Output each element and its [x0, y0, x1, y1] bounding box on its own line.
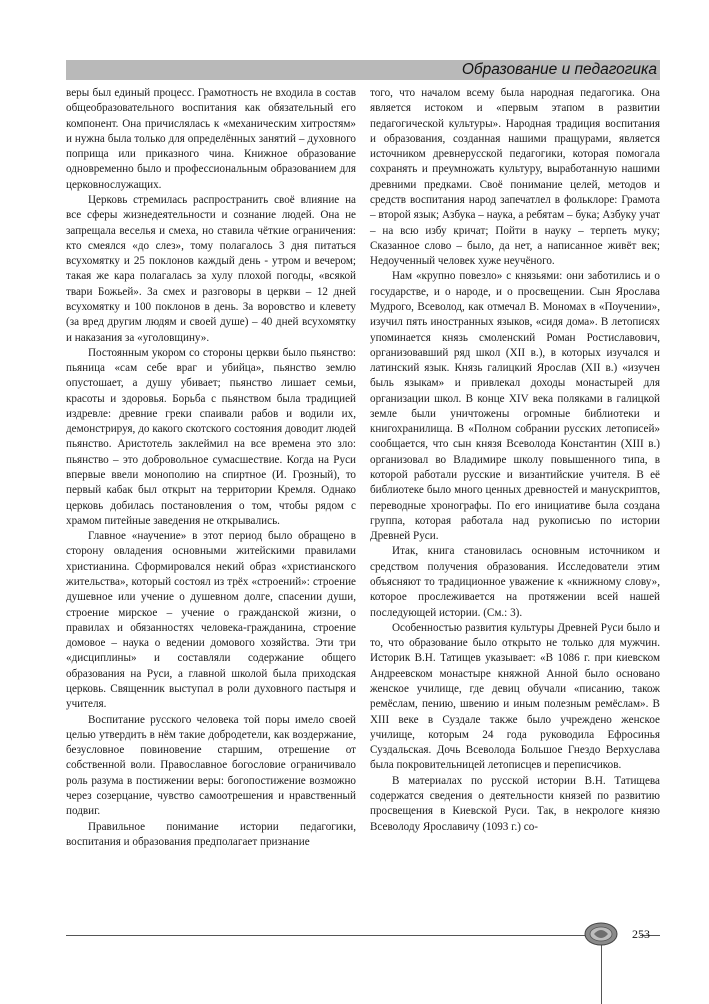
journal-emblem-icon — [584, 922, 618, 946]
paragraph: того, что началом всему была народная педагогика. Она является истоком и «первым этапом в развитии педагогической культуры». Народная традиция воспитания и образования, созданная нашими пращурами, является источником древнерусской педагогики, которая помогала сохранять и преумножать культуру, выработанную нашими древними предками. Своё понимание целей, методов и средств воспитания народ запечатлел в фольклоре: Грамота – второй язык; Азбука – наука, а ребятам – бука; Азбуку учат – на всю избу кричат; Пойти в науку – терпеть муку; Сказанное слово – было, да нет, а написанное живёт век; Недоученный человек хуже неучёного. — [370, 87, 660, 268]
paragraph: веры был единый процесс. Грамотность не входила в состав общеобразовательного воспитания как обязательный его компонент. Она причислялась к «механическим хитростям» и нужна была только для определённых занятий – духовного поприща или приказного чина. Книжное образование одновременно было и профессиональным образованием для церковнослужащих. — [66, 87, 356, 191]
paragraph: Постоянным укором со стороны церкви было пьянство: пьяница «сам себе враг и убийца», пьянство землю опустошает, а душу убивает; пьянство лишает семьи, красоты и здоровья. Борьба с пьянством была традицией издревле: древние греки спаивали рабов и водили их, демонстрируя, до какого скотского состояния доводит людей пьянство. Аристотель заклеймил на все времена это зло: пьянство – это добровольное сумасшествие. Когда на Руси впервые ввели монополию на спиртное (И. Грозный), то первый кабак был открыт на территории Кремля. Однако церковь добилась постановления о том, чтобы рядом с храмом питейные заведения не открывались. — [66, 346, 356, 527]
paragraph: Нам «крупно повезло» с князьями: они заботились и о государстве, и о народе, и о просвещении. Сын Ярослава Мудрого, Всеволод, как отмечал В. Мономах в «Поучении», изучил пять иностранных языков, «сидя дома». В летописях упоминается князь смоленский Роман Ростиславович, организовавший ряд школ (XII в.), в которых изучался и латинский язык. Князь галицкий Ярослав (XII в.) «изучен быль языкам» и привлекал доходы монастырей для организации школ. В конце XIV века поляками в галицкой земле были уничтожены огромные библиотеки и книгохранилища. В «Полном собрании русских летописей» сообщается, что сын князя Всеволода Константин (XIII в.) организовал во Владимире школу повышенного типа, в которой работали русские и византийские учителя. В её библиотеке было много ценных древностей и манускриптов, переводные хронографы. По его инициативе была создана группа, которая работала над рукописью по истории Древней Руси. — [370, 270, 660, 543]
paragraph: Итак, книга становилась основным источником и средством получения образования. Исследователи этим объясняют то традиционное уважение к «книжному слову», которое прослеживается на протяжении всей нашей последующей истории. (См.: 3). — [370, 545, 660, 619]
right-column — [370, 86, 660, 835]
section-title: Образование и педагогика — [461, 61, 657, 78]
left-column — [66, 86, 356, 850]
paragraph: Особенностью развития культуры Древней Руси было и то, что образование было открыто не только для мужчин. Историк В.Н. Татищев указывает: «В 1086 г. при киевском Андреевском монастыре княжной Анной было основано женское училище, где девиц обучали «писанию, також ремёслам, пению, швению и иным полезным ремёслам». В XIII веке в Суздале также было учреждено женское училище, которым 24 года руководила Ефросинья Суздальская. Дочь Всеволода Большое Гнездо Верхуслава была покровительницей летописцев и переписчиков. — [370, 621, 660, 772]
paragraph: Церковь стремилась распространить своё влияние на все сферы жизнедеятельности и сознание людей. Она не запрещала веселья и смеха, но ставила чёткие ограничения: кто смеялся «до слез», тому полагалось 3 дня питаться всухомятку и 25 поклонов каждый день - утром и вечером; такая же кара полагалась за хулу плохой погоды, «всякой твари Божьей». За смех и разговоры в церкви – 12 дней всухомятку и 100 поклонов в день. За воровство и клевету (за вред другим людям и своей душе) – 40 дней всухомятку и наказания за «уголовщину». — [66, 193, 356, 344]
paragraph: В материалах по русской истории В.Н. Татищева содержатся сведения о деятельности князей по развитию просвещения в Киевской Руси. Так, в некрологе князю Всеволоду Ярославичу (1093 г.) со- — [370, 774, 660, 833]
paragraph: Главное «научение» в этот период было обращено в сторону овладения основными житейскими правилами христианина. Сформировался некий образ «христианского жительства», который состоял из трёх «строений»: строение душевное или учение о душевном долге, спасении души, строение мирское – учение о гражданской жизни, о правилах и обязанностях человека-гражданина, строение домовое – наука о ведении домового хозяйства. Эти три «дисциплины» и составляли содержание общего образования на Руси, а главной школой была приходская церковь. Священник выступал в роли духовного пастыря и учителя. — [66, 530, 356, 711]
footer-divider — [601, 938, 602, 1004]
paragraph: Правильное понимание истории педагогики, воспитания и образования предполагает признание — [66, 820, 356, 848]
page-number: 253 — [632, 927, 650, 941]
paragraph: Воспитание русского человека той поры имело своей целью утвердить в нём такие добродетели, как воздержание, безусловное повиновение старшим, отрешение от собственной воли. Православное богословие ограничивало роль разума в постижении веры: богопостижение возможно через созерцание, чувство самоотрешения и нравственный подвиг. — [66, 713, 356, 818]
footer-rule — [66, 935, 586, 936]
